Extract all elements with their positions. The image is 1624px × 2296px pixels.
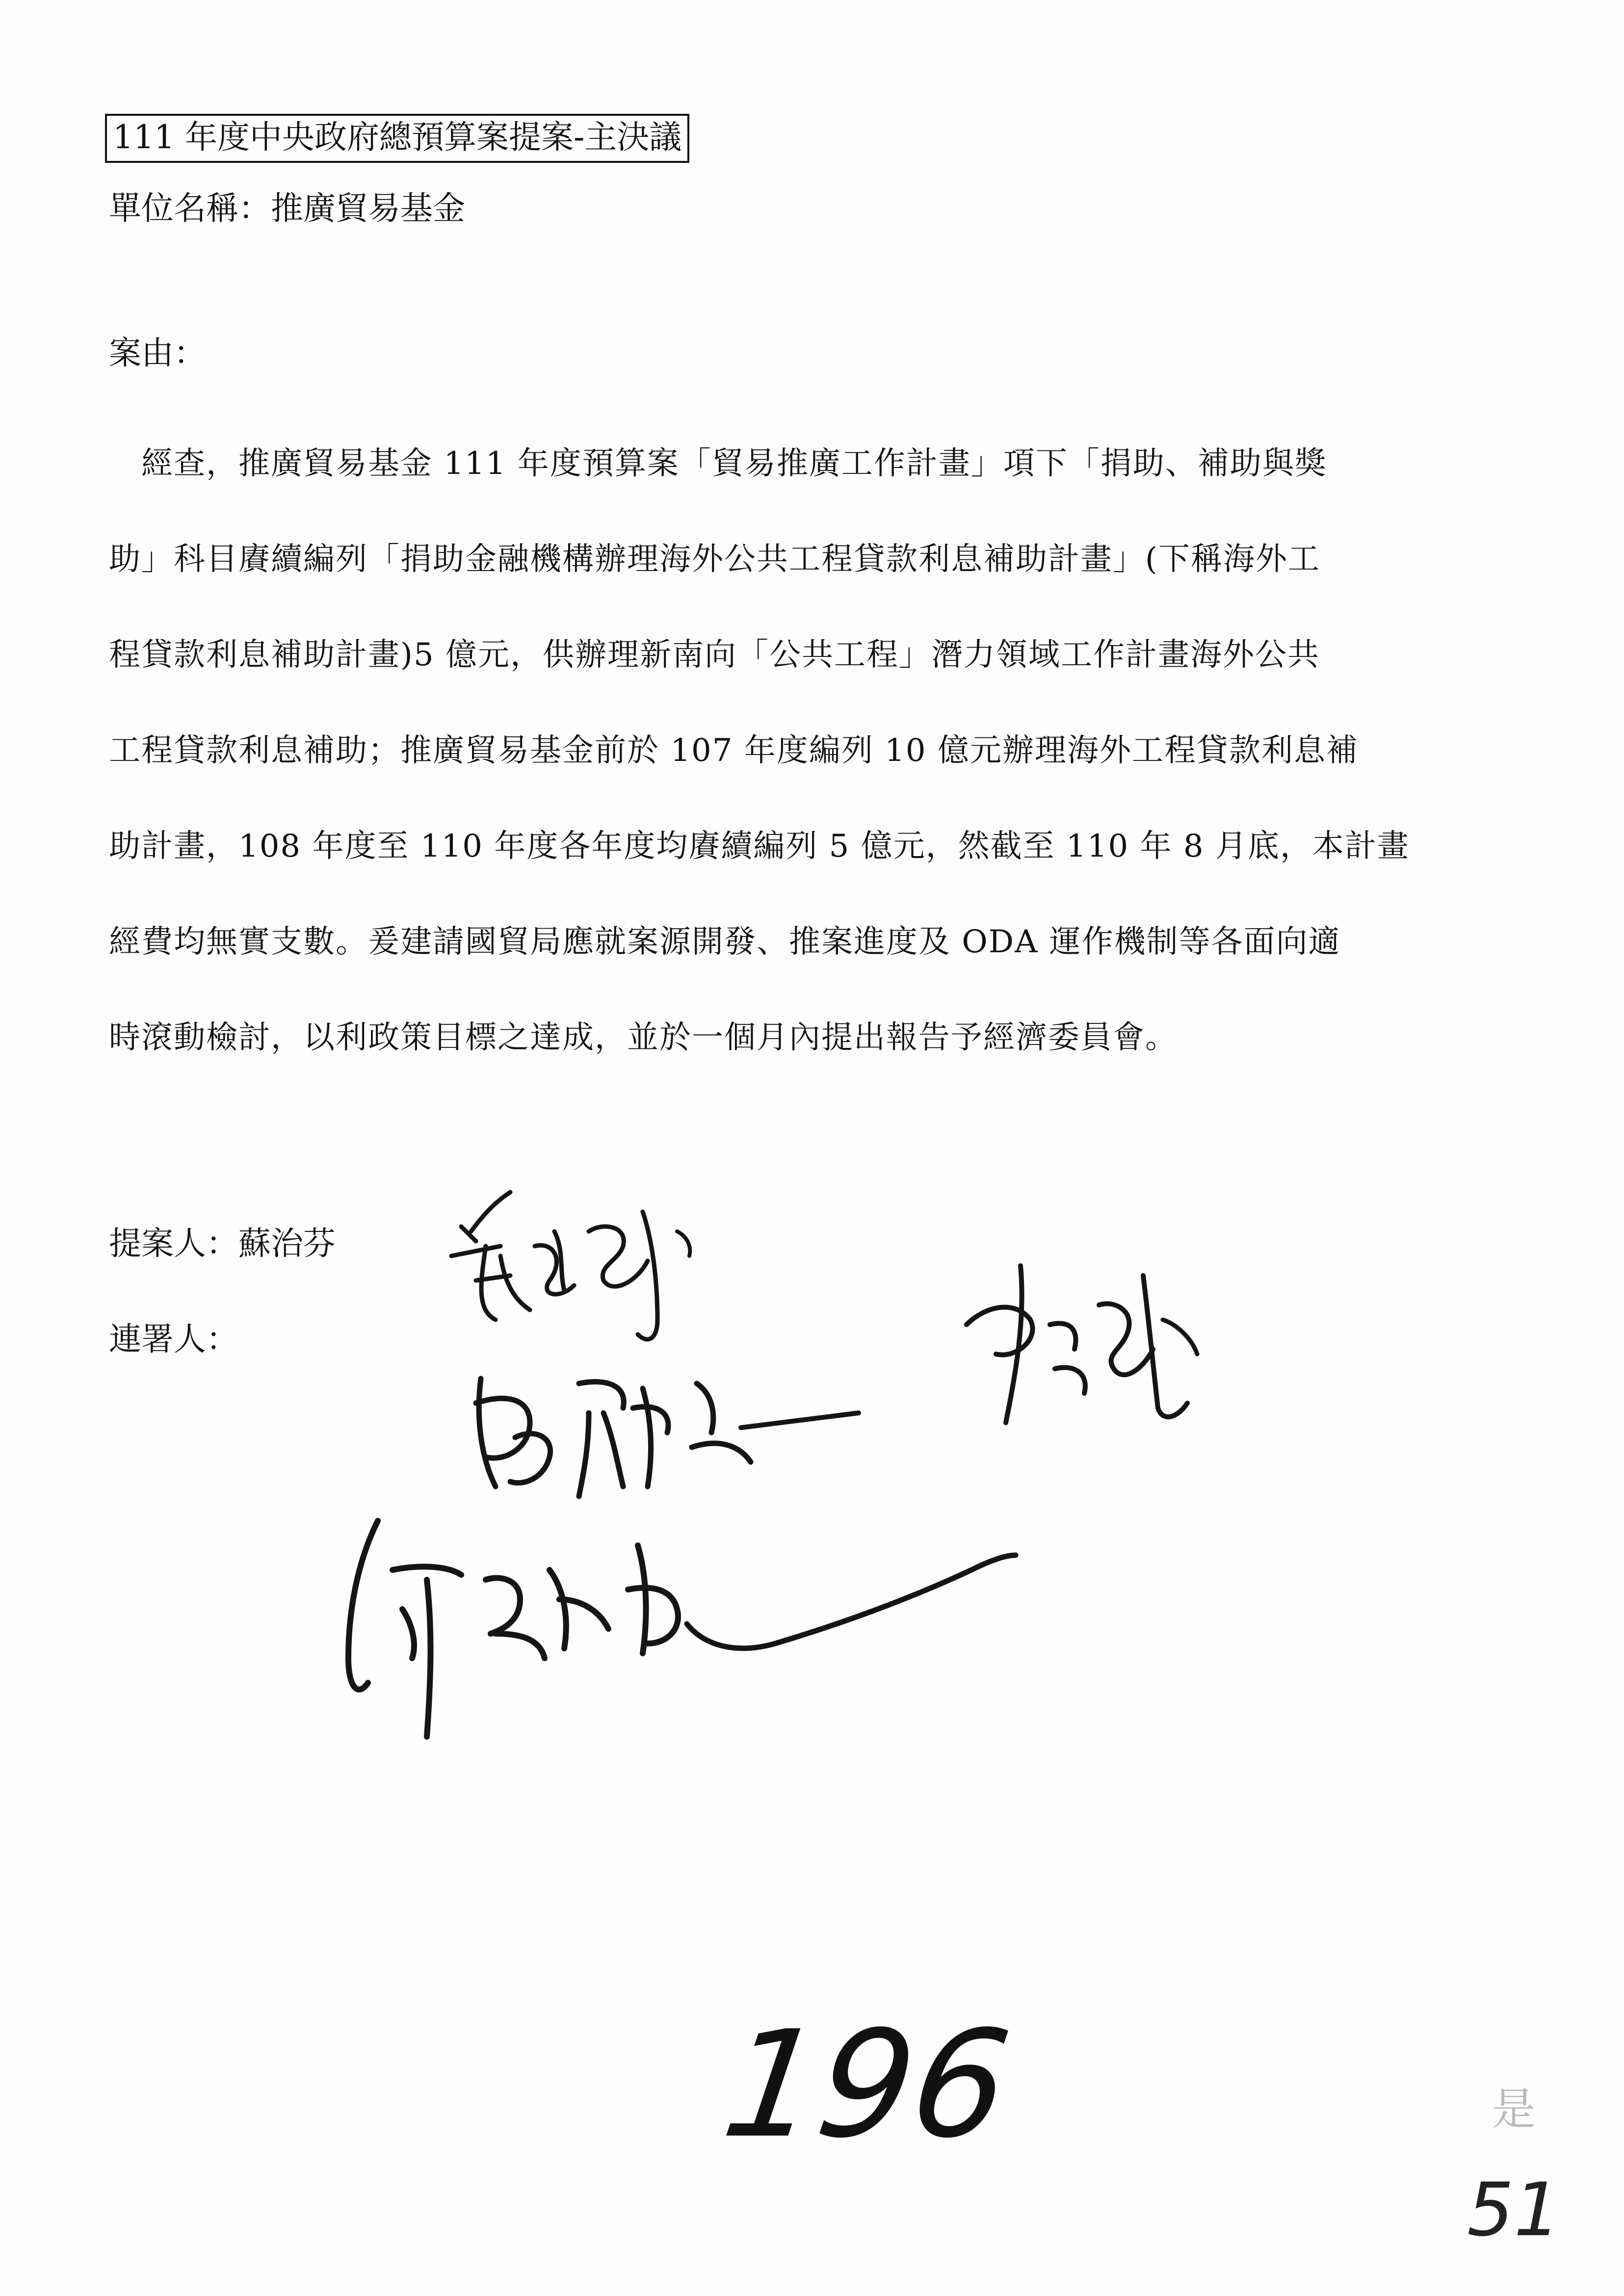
cosigner-signature-3 xyxy=(334,1511,1030,1747)
body-line-2: 助」科目賡續編列「捐助金融機構辦理海外公共工程貸款利息補助計畫」(下稱海外工 xyxy=(109,541,1320,577)
cosigner-signature-2 xyxy=(466,1339,868,1516)
body-line-3: 程貸款利息補助計畫)5 億元，供辦理新南向「公共工程」潛力領域工作計畫海外公共 xyxy=(109,637,1320,673)
unit-name: 單位名稱：推廣貿易基金 xyxy=(109,189,465,227)
body-line-4: 工程貸款利息補助；推廣貿易基金前於 107 年度編列 10 億元辦理海外工程貸款利息補 xyxy=(109,732,1359,769)
corner-stamp-mark: 是 xyxy=(1492,2084,1536,2135)
reason-label: 案由： xyxy=(109,334,206,372)
body-line-7: 時滾動檢討，以利政策目標之達成，並於一個月內提出報告予經濟委員會。 xyxy=(109,1019,1178,1056)
body-line-5: 助計畫，108 年度至 110 年度各年度均賡續編列 5 億元，然截至 110 年 8 月底，本計畫 xyxy=(109,828,1410,864)
page-number: 196 xyxy=(714,1999,1020,2170)
document-title: 111 年度中央政府總預算案提案-主決議 xyxy=(105,114,689,163)
cosigner-label: 連署人： xyxy=(109,1320,238,1358)
corner-number: 51 xyxy=(1467,2167,1561,2253)
body-line-6: 經費均無實支數。爰建請國貿局應就案源開發、推案進度及 ODA 運作機制等各面向適 xyxy=(109,924,1341,960)
cosigner-signature-1 xyxy=(957,1246,1212,1472)
body-line-1: 經查，推廣貿易基金 111 年度預算案「貿易推廣工作計畫」項下「捐助、補助與獎 xyxy=(109,445,1327,482)
proposer-line: 提案人：蘇治芬 xyxy=(109,1225,336,1262)
